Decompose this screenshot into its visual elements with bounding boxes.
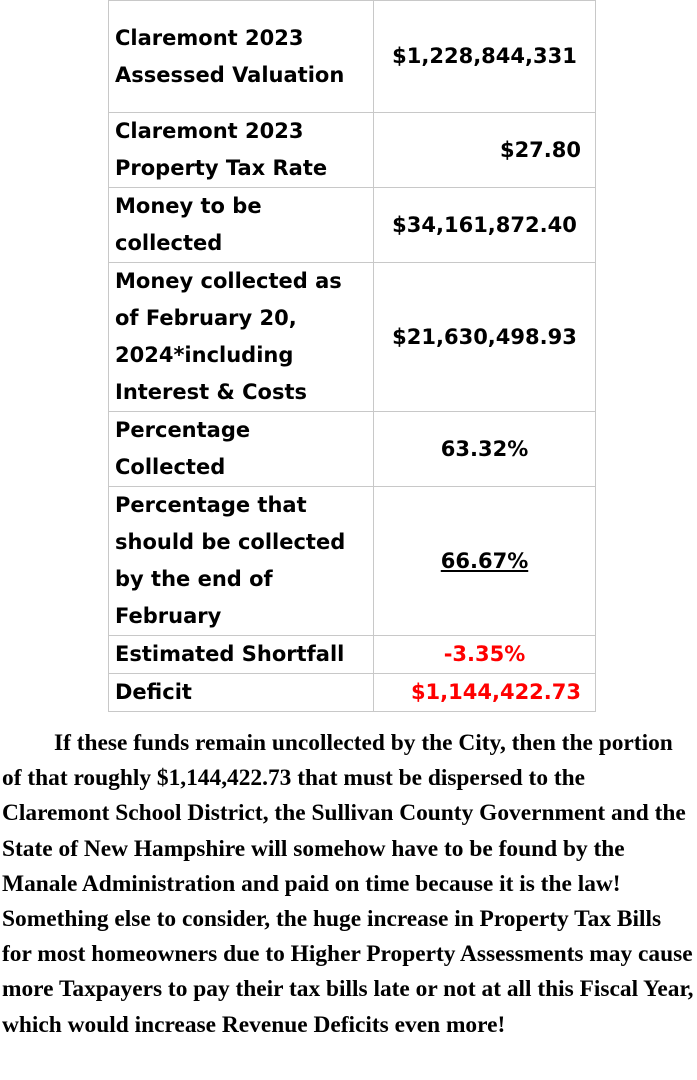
- row-label-estimated-shortfall: Estimated Shortfall: [109, 636, 374, 674]
- table-row: [109, 1, 596, 113]
- row-value-assessed-valuation: $1,228,844,331: [374, 1, 596, 113]
- row-label-percentage-collected: Percentage Collected: [109, 412, 374, 487]
- row-value-percentage-expected: 66.67%: [374, 487, 596, 636]
- table-row: [109, 412, 596, 487]
- row-value-money-collected: $21,630,498.93: [374, 263, 596, 412]
- table-row: [109, 188, 596, 263]
- table-row: [109, 263, 596, 412]
- row-label-deficit: Deficit: [109, 674, 374, 712]
- body-paragraph: If these funds remain uncollected by the City, then the portion of that roughly $1,144,422.73 that must be dispersed to the Claremont School District, the Sullivan County Government and the State of New Hampshire will somehow have to be found by the Manale Administration and paid on time because it is the law! Something else to consider, the huge increase in Property Tax Bills for most homeowners due to Higher Property Assessments may cause more Taxpayers to pay their tax bills late or not at all this Fiscal Year, which would increase Revenue Deficits even more!: [2, 730, 694, 1038]
- row-value-deficit: $1,144,422.73: [374, 674, 596, 712]
- row-value-tax-rate: $27.80: [374, 113, 596, 188]
- tax-summary-table: [108, 0, 596, 712]
- row-label-percentage-expected: Percentage that should be collected by the end of February: [109, 487, 374, 636]
- table-row: [109, 113, 596, 188]
- table-row: [109, 487, 596, 636]
- table-row: [109, 636, 596, 674]
- row-value-estimated-shortfall: -3.35%: [374, 636, 596, 674]
- row-label-tax-rate: Claremont 2023 Property Tax Rate: [109, 113, 374, 188]
- row-value-percentage-collected: 63.32%: [374, 412, 596, 487]
- row-value-money-to-collect: $34,161,872.40: [374, 188, 596, 263]
- row-label-assessed-valuation: Claremont 2023 Assessed Valuation: [109, 1, 374, 113]
- row-label-money-to-collect: Money to be collected: [109, 188, 374, 263]
- table-row: [109, 674, 596, 712]
- row-label-money-collected: Money collected as of February 20, 2024*including Interest & Costs: [109, 263, 374, 412]
